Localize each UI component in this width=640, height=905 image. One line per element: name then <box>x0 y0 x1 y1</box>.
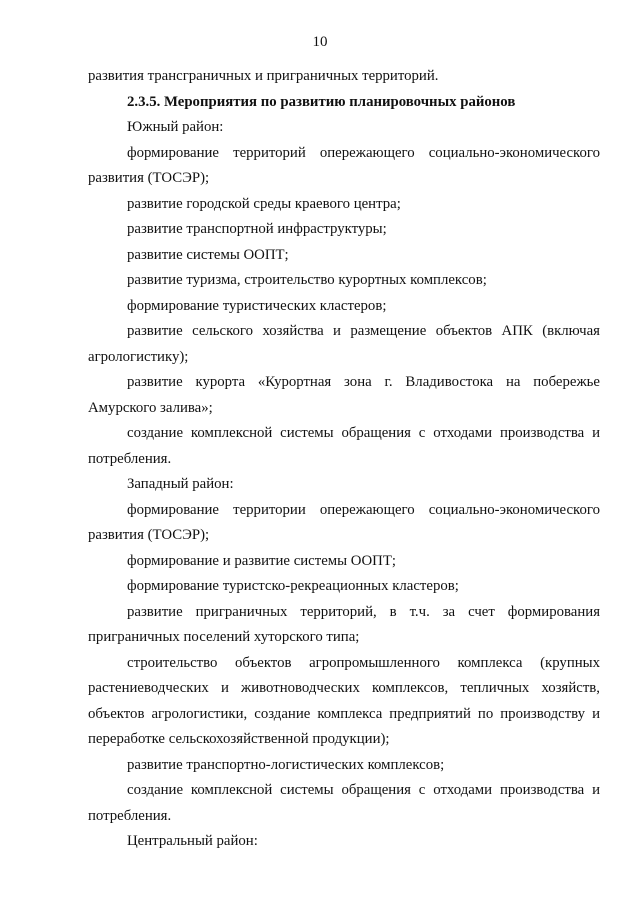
list-item: формирование туристско-рекреационных кластеров; <box>127 578 459 594</box>
list-item: строительство объектов агропромышленного комплекса (крупных растениеводческих и животноводческих комплексов, тепличных хозяйств, объектов агрологистики, создание комплекса предприятий по производству и переработке сельскохозяйственной продукции); <box>88 654 600 747</box>
list-item: создание комплексной системы обращения с отходами производства и потребления. <box>88 782 600 824</box>
list-item: развитие сельского хозяйства и размещение объектов АПК (включая агрологистику); <box>88 323 600 365</box>
district-heading-south: Южный район: <box>127 119 224 135</box>
list-item: формирование туристических кластеров; <box>127 297 387 314</box>
list-item: развитие туризма, строительство курортных комплексов; <box>127 272 487 288</box>
list-item: развитие городской среды краевого центра; <box>127 195 401 212</box>
district-heading-west: Западный район: <box>127 476 234 492</box>
list-item: развитие приграничных территорий, в т.ч. за счет формирования приграничных поселений хуторского типа; <box>88 603 600 645</box>
district-heading-central: Центральный район: <box>127 833 258 849</box>
list-item: формирование территорий опережающего социально-экономического развития (ТОСЭР); <box>88 144 600 186</box>
list-item: развитие системы ООПТ; <box>127 246 289 263</box>
section-heading: 2.3.5. Мероприятия по развитию планировочных районов <box>127 93 516 110</box>
list-item: формирование территории опережающего социально-экономического развития (ТОСЭР); <box>88 501 600 543</box>
list-item: развитие курорта «Курортная зона г. Владивостока на побережье Амурского залива»; <box>88 374 600 416</box>
list-item: развитие транспортно-логистических комплексов; <box>127 756 445 773</box>
list-item: формирование и развитие системы ООПТ; <box>127 552 396 569</box>
page-number: 10 <box>312 34 328 50</box>
paragraph-continuation: развития трансграничных и приграничных территорий. <box>88 68 439 84</box>
document-body <box>88 64 600 855</box>
list-item: создание комплексной системы обращения с отходами производства и потребления. <box>88 425 600 467</box>
list-item: развитие транспортной инфраструктуры; <box>127 221 387 237</box>
